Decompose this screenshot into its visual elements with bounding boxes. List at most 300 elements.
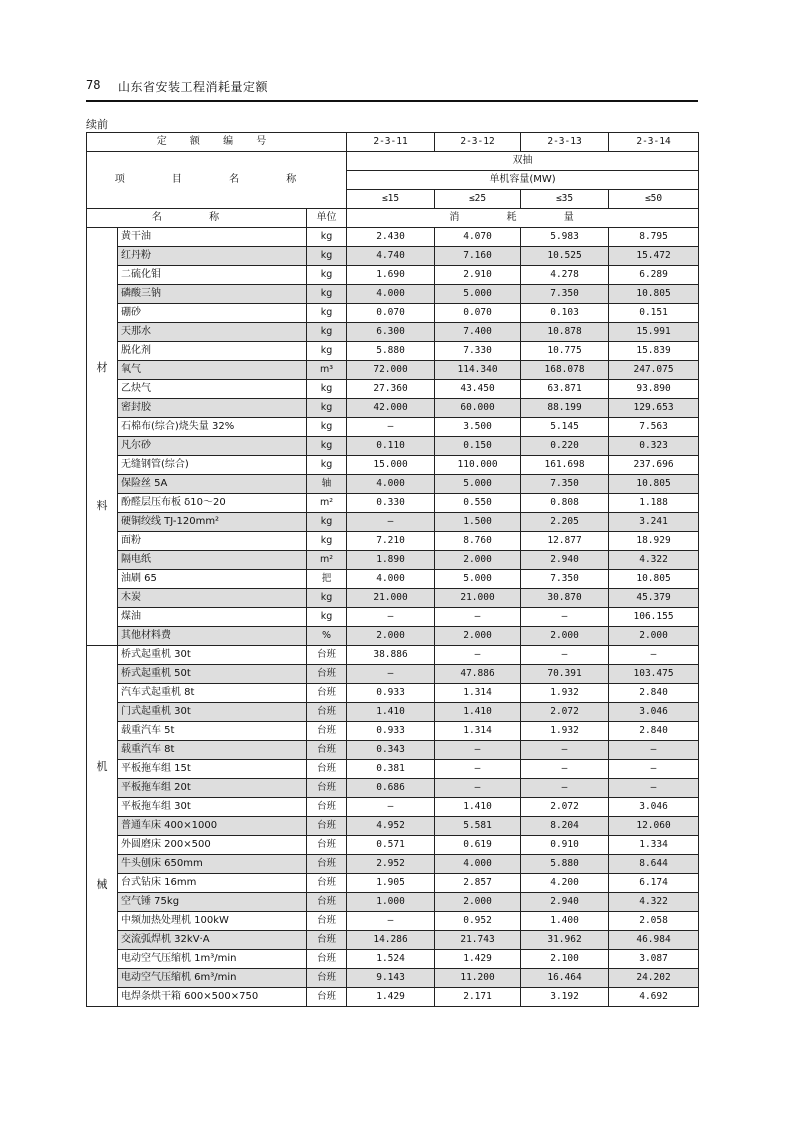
item-unit: 台班	[307, 836, 347, 855]
quota-code: 2-3-12	[435, 133, 521, 152]
capacity-value: ≤50	[609, 190, 699, 209]
consumption-value: 1.410	[347, 703, 435, 722]
consumption-value: 6.300	[347, 323, 435, 342]
consumption-value: 5.000	[435, 570, 521, 589]
table-row	[87, 760, 699, 779]
item-name: 载重汽车 5t	[118, 722, 307, 741]
item-name: 密封胶	[118, 399, 307, 418]
consumption-value: 7.350	[521, 475, 609, 494]
table-row	[87, 912, 699, 931]
item-name: 无缝钢管(综合)	[118, 456, 307, 475]
capacity-value: ≤15	[347, 190, 435, 209]
consumption-value: 10.805	[609, 570, 699, 589]
item-unit: 台班	[307, 931, 347, 950]
quota-no-label: 定 额 编 号	[87, 133, 347, 152]
consumption-value: —	[521, 760, 609, 779]
table-row	[87, 608, 699, 627]
table-row	[87, 304, 699, 323]
consumption-value: 1.690	[347, 266, 435, 285]
table-row	[87, 988, 699, 1007]
consumption-value: 2.940	[521, 893, 609, 912]
consumption-value: 12.877	[521, 532, 609, 551]
table-row	[87, 437, 699, 456]
consumption-value: 12.060	[609, 817, 699, 836]
consumption-value: 7.350	[521, 285, 609, 304]
consumption-value: 70.391	[521, 665, 609, 684]
item-name: 红丹粉	[118, 247, 307, 266]
column-header-row	[87, 209, 699, 228]
table-row	[87, 570, 699, 589]
consumption-value: —	[609, 741, 699, 760]
item-name: 隔电纸	[118, 551, 307, 570]
consumption-value: 10.878	[521, 323, 609, 342]
continued-label: 续前	[86, 118, 108, 131]
consumption-value: 1.410	[435, 798, 521, 817]
item-unit: 台班	[307, 912, 347, 931]
consumption-value: 4.322	[609, 893, 699, 912]
group-char: 材	[96, 360, 108, 374]
table-row	[87, 513, 699, 532]
consumption-value: 2.100	[521, 950, 609, 969]
consumption-value: 0.151	[609, 304, 699, 323]
item-unit: m³	[307, 361, 347, 380]
table-row	[87, 247, 699, 266]
table-row	[87, 323, 699, 342]
quota-table	[86, 132, 699, 1007]
item-name-label: 项 目 名 称	[87, 152, 347, 209]
consumption-value: 4.070	[435, 228, 521, 247]
item-unit: 台班	[307, 779, 347, 798]
consumption-value: 7.400	[435, 323, 521, 342]
item-name: 空气锤 75kg	[118, 893, 307, 912]
item-name: 平板拖车组 20t	[118, 779, 307, 798]
consumption-value: 0.323	[609, 437, 699, 456]
item-name: 电动空气压缩机 6m³/min	[118, 969, 307, 988]
consumption-value: 10.805	[609, 475, 699, 494]
consumption-value: 0.808	[521, 494, 609, 513]
consumption-value: —	[521, 646, 609, 665]
consumption-value: 2.840	[609, 684, 699, 703]
consumption-value: 46.984	[609, 931, 699, 950]
item-unit: 台班	[307, 798, 347, 817]
item-unit: 台班	[307, 760, 347, 779]
item-unit: 台班	[307, 722, 347, 741]
consumption-value: 63.871	[521, 380, 609, 399]
consumption-value: 2.000	[435, 627, 521, 646]
consumption-value: 2.840	[609, 722, 699, 741]
consumption-value: 2.205	[521, 513, 609, 532]
consumption-value: 0.330	[347, 494, 435, 513]
consumption-value: 2.000	[435, 551, 521, 570]
consumption-value: 2.000	[435, 893, 521, 912]
quota-code-row	[87, 133, 699, 152]
consumption-value: 0.150	[435, 437, 521, 456]
table-row	[87, 380, 699, 399]
table-row	[87, 874, 699, 893]
consumption-value: 247.075	[609, 361, 699, 380]
consumption-value: 7.563	[609, 418, 699, 437]
consumption-value: 2.072	[521, 798, 609, 817]
consumption-value: 2.430	[347, 228, 435, 247]
consumption-value: 38.886	[347, 646, 435, 665]
consumption-value: 237.696	[609, 456, 699, 475]
item-unit: kg	[307, 608, 347, 627]
item-unit: kg	[307, 437, 347, 456]
item-unit: 台班	[307, 665, 347, 684]
item-name: 油刷 65	[118, 570, 307, 589]
consumption-value: —	[347, 513, 435, 532]
item-name: 木炭	[118, 589, 307, 608]
table-row	[87, 855, 699, 874]
item-unit: 台班	[307, 950, 347, 969]
consumption-value: 88.199	[521, 399, 609, 418]
consumption-value: 24.202	[609, 969, 699, 988]
consumption-label: 消 耗 量	[347, 209, 699, 228]
quota-code: 2-3-14	[609, 133, 699, 152]
item-name: 普通车床 400×1000	[118, 817, 307, 836]
table-row	[87, 418, 699, 437]
consumption-value: 5.983	[521, 228, 609, 247]
item-name: 交流弧焊机 32kV·A	[118, 931, 307, 950]
item-unit: 台班	[307, 893, 347, 912]
group-char: 料	[96, 498, 108, 512]
consumption-value: 0.070	[347, 304, 435, 323]
consumption-value: 2.910	[435, 266, 521, 285]
consumption-value: 10.775	[521, 342, 609, 361]
item-name: 外圆磨床 200×500	[118, 836, 307, 855]
consumption-value: 2.072	[521, 703, 609, 722]
consumption-value: 0.110	[347, 437, 435, 456]
table-row	[87, 817, 699, 836]
consumption-value: 4.692	[609, 988, 699, 1007]
consumption-value: 16.464	[521, 969, 609, 988]
consumption-value: —	[435, 741, 521, 760]
consumption-value: —	[521, 779, 609, 798]
consumption-value: 168.078	[521, 361, 609, 380]
table-row	[87, 399, 699, 418]
item-unit: kg	[307, 285, 347, 304]
consumption-value: 31.962	[521, 931, 609, 950]
consumption-value: 103.475	[609, 665, 699, 684]
consumption-value: 1.932	[521, 722, 609, 741]
consumption-value: 30.870	[521, 589, 609, 608]
consumption-value: 0.686	[347, 779, 435, 798]
consumption-value: 8.760	[435, 532, 521, 551]
table-row	[87, 893, 699, 912]
consumption-value: —	[609, 760, 699, 779]
consumption-value: 2.000	[521, 627, 609, 646]
table-row	[87, 798, 699, 817]
table-row	[87, 684, 699, 703]
group-char: 机	[96, 760, 108, 773]
consumption-value: 45.379	[609, 589, 699, 608]
item-unit: kg	[307, 266, 347, 285]
item-name: 乙炔气	[118, 380, 307, 399]
table-row	[87, 285, 699, 304]
item-name: 台式钻床 16mm	[118, 874, 307, 893]
item-unit: kg	[307, 380, 347, 399]
item-unit: 轴	[307, 475, 347, 494]
consumption-value: 4.200	[521, 874, 609, 893]
item-unit: kg	[307, 323, 347, 342]
consumption-value: 7.160	[435, 247, 521, 266]
consumption-value: 1.000	[347, 893, 435, 912]
item-name: 门式起重机 30t	[118, 703, 307, 722]
consumption-value: 2.857	[435, 874, 521, 893]
item-name: 硼砂	[118, 304, 307, 323]
capacity-value: ≤35	[521, 190, 609, 209]
consumption-value: 43.450	[435, 380, 521, 399]
item-unit: kg	[307, 228, 347, 247]
consumption-value: 5.581	[435, 817, 521, 836]
item-unit: kg	[307, 418, 347, 437]
table-row	[87, 779, 699, 798]
table-row	[87, 266, 699, 285]
consumption-value: 0.381	[347, 760, 435, 779]
item-unit: kg	[307, 247, 347, 266]
book-title: 山东省安装工程消耗量定额	[118, 80, 269, 94]
consumption-value: 0.220	[521, 437, 609, 456]
item-name: 桥式起重机 30t	[118, 646, 307, 665]
consumption-value: 21.000	[347, 589, 435, 608]
item-unit: 台班	[307, 741, 347, 760]
item-unit: kg	[307, 532, 347, 551]
consumption-value: 3.046	[609, 703, 699, 722]
item-name: 桥式起重机 50t	[118, 665, 307, 684]
consumption-value: 4.740	[347, 247, 435, 266]
consumption-value: 60.000	[435, 399, 521, 418]
table-row	[87, 532, 699, 551]
table-row	[87, 627, 699, 646]
item-name: 其他材料费	[118, 627, 307, 646]
item-unit: kg	[307, 304, 347, 323]
item-name: 凡尔砂	[118, 437, 307, 456]
consumption-value: 3.500	[435, 418, 521, 437]
shaft-type-row	[87, 152, 699, 171]
consumption-value: 0.952	[435, 912, 521, 931]
consumption-value: 1.188	[609, 494, 699, 513]
item-name: 电动空气压缩机 1m³/min	[118, 950, 307, 969]
table-row	[87, 665, 699, 684]
consumption-value: 1.524	[347, 950, 435, 969]
consumption-value: 9.143	[347, 969, 435, 988]
consumption-value: 15.472	[609, 247, 699, 266]
consumption-value: 7.210	[347, 532, 435, 551]
item-name: 牛头刨床 650mm	[118, 855, 307, 874]
item-name: 平板拖车组 30t	[118, 798, 307, 817]
item-unit: kg	[307, 589, 347, 608]
consumption-value: 0.550	[435, 494, 521, 513]
consumption-value: 1.500	[435, 513, 521, 532]
consumption-value: 1.400	[521, 912, 609, 931]
consumption-value: 8.644	[609, 855, 699, 874]
consumption-value: 15.991	[609, 323, 699, 342]
table-row	[87, 646, 699, 665]
consumption-value: —	[521, 741, 609, 760]
consumption-value: 3.241	[609, 513, 699, 532]
consumption-value: —	[609, 646, 699, 665]
consumption-value: 5.880	[521, 855, 609, 874]
consumption-value: 129.653	[609, 399, 699, 418]
consumption-value: 2.940	[521, 551, 609, 570]
consumption-value: —	[609, 779, 699, 798]
table-row	[87, 950, 699, 969]
consumption-value: 1.314	[435, 684, 521, 703]
item-unit: 台班	[307, 988, 347, 1007]
item-name: 面粉	[118, 532, 307, 551]
consumption-value: 1.429	[347, 988, 435, 1007]
item-unit: kg	[307, 399, 347, 418]
item-name: 天那水	[118, 323, 307, 342]
consumption-value: 110.000	[435, 456, 521, 475]
item-name: 脱化剂	[118, 342, 307, 361]
consumption-value: 0.571	[347, 836, 435, 855]
item-unit: 把	[307, 570, 347, 589]
table-row	[87, 494, 699, 513]
consumption-value: 27.360	[347, 380, 435, 399]
item-unit: kg	[307, 456, 347, 475]
item-name: 煤油	[118, 608, 307, 627]
page-number: 78	[86, 78, 101, 92]
consumption-value: 10.525	[521, 247, 609, 266]
table-row	[87, 551, 699, 570]
consumption-value: 5.145	[521, 418, 609, 437]
consumption-value: —	[347, 418, 435, 437]
consumption-value: 4.000	[435, 855, 521, 874]
item-unit: 台班	[307, 874, 347, 893]
capacity-value: ≤25	[435, 190, 521, 209]
table-row	[87, 722, 699, 741]
group-char: 械	[96, 878, 108, 891]
consumption-value: 4.000	[347, 570, 435, 589]
consumption-value: 4.952	[347, 817, 435, 836]
table-row	[87, 361, 699, 380]
consumption-value: 4.000	[347, 475, 435, 494]
consumption-value: 5.000	[435, 285, 521, 304]
consumption-value: 8.795	[609, 228, 699, 247]
item-unit: 台班	[307, 969, 347, 988]
page-header	[86, 74, 698, 102]
consumption-value: —	[435, 779, 521, 798]
item-name: 磷酸三钠	[118, 285, 307, 304]
consumption-value: 0.103	[521, 304, 609, 323]
item-unit: kg	[307, 342, 347, 361]
consumption-value: 114.340	[435, 361, 521, 380]
capacity-label: 单机容量(MW)	[347, 171, 699, 190]
consumption-value: 8.204	[521, 817, 609, 836]
consumption-value: —	[435, 646, 521, 665]
item-name: 石棉布(综合)烧失量 32%	[118, 418, 307, 437]
table-row	[87, 969, 699, 988]
consumption-value: 2.952	[347, 855, 435, 874]
consumption-value: 0.343	[347, 741, 435, 760]
item-unit: %	[307, 627, 347, 646]
consumption-value: 0.070	[435, 304, 521, 323]
consumption-value: 7.350	[521, 570, 609, 589]
consumption-value: 1.410	[435, 703, 521, 722]
table-row	[87, 703, 699, 722]
consumption-value: 0.619	[435, 836, 521, 855]
consumption-value: 106.155	[609, 608, 699, 627]
consumption-value: 14.286	[347, 931, 435, 950]
consumption-value: 5.000	[435, 475, 521, 494]
consumption-value: 5.880	[347, 342, 435, 361]
consumption-value: 15.000	[347, 456, 435, 475]
consumption-value: —	[347, 798, 435, 817]
consumption-value: 15.839	[609, 342, 699, 361]
consumption-value: 4.278	[521, 266, 609, 285]
table-row	[87, 836, 699, 855]
consumption-value: 4.000	[347, 285, 435, 304]
item-unit: 台班	[307, 684, 347, 703]
item-name: 硬铜绞线 TJ-120mm²	[118, 513, 307, 532]
consumption-value: 18.929	[609, 532, 699, 551]
materials-group-label	[87, 228, 118, 646]
consumption-value: 21.743	[435, 931, 521, 950]
item-unit: 台班	[307, 646, 347, 665]
item-name: 电焊条烘干箱 600×500×750	[118, 988, 307, 1007]
quota-code: 2-3-13	[521, 133, 609, 152]
table-row	[87, 475, 699, 494]
consumption-value: 42.000	[347, 399, 435, 418]
quota-code: 2-3-11	[347, 133, 435, 152]
table-row	[87, 931, 699, 950]
consumption-value: 2.058	[609, 912, 699, 931]
item-unit: kg	[307, 513, 347, 532]
consumption-value: 0.933	[347, 722, 435, 741]
item-name: 中频加热处理机 100kW	[118, 912, 307, 931]
unit-label: 单位	[307, 209, 347, 228]
consumption-value: 11.200	[435, 969, 521, 988]
consumption-value: 47.886	[435, 665, 521, 684]
consumption-value: 6.289	[609, 266, 699, 285]
consumption-value: 0.910	[521, 836, 609, 855]
consumption-value: 2.000	[347, 627, 435, 646]
consumption-value: 93.890	[609, 380, 699, 399]
consumption-value: 1.334	[609, 836, 699, 855]
consumption-value: 1.314	[435, 722, 521, 741]
consumption-value: 2.000	[609, 627, 699, 646]
consumption-value: 4.322	[609, 551, 699, 570]
item-name: 酚醛层压布板 δ10～20	[118, 494, 307, 513]
consumption-value: 72.000	[347, 361, 435, 380]
consumption-value: 3.192	[521, 988, 609, 1007]
item-name: 氧气	[118, 361, 307, 380]
table-row	[87, 342, 699, 361]
consumption-value: 6.174	[609, 874, 699, 893]
consumption-value: 7.330	[435, 342, 521, 361]
consumption-value: —	[347, 608, 435, 627]
consumption-value: 0.933	[347, 684, 435, 703]
consumption-value: 3.046	[609, 798, 699, 817]
consumption-value: 10.805	[609, 285, 699, 304]
table-row	[87, 741, 699, 760]
consumption-value: —	[521, 608, 609, 627]
consumption-value: —	[435, 760, 521, 779]
machinery-group-label	[87, 646, 118, 1007]
consumption-value: 161.698	[521, 456, 609, 475]
table-row	[87, 456, 699, 475]
consumption-value: 1.905	[347, 874, 435, 893]
item-name: 保险丝 5A	[118, 475, 307, 494]
item-name: 二硫化钼	[118, 266, 307, 285]
item-unit: m²	[307, 551, 347, 570]
item-name: 载重汽车 8t	[118, 741, 307, 760]
table-row	[87, 589, 699, 608]
item-unit: 台班	[307, 817, 347, 836]
consumption-value: 1.429	[435, 950, 521, 969]
item-name: 平板拖车组 15t	[118, 760, 307, 779]
